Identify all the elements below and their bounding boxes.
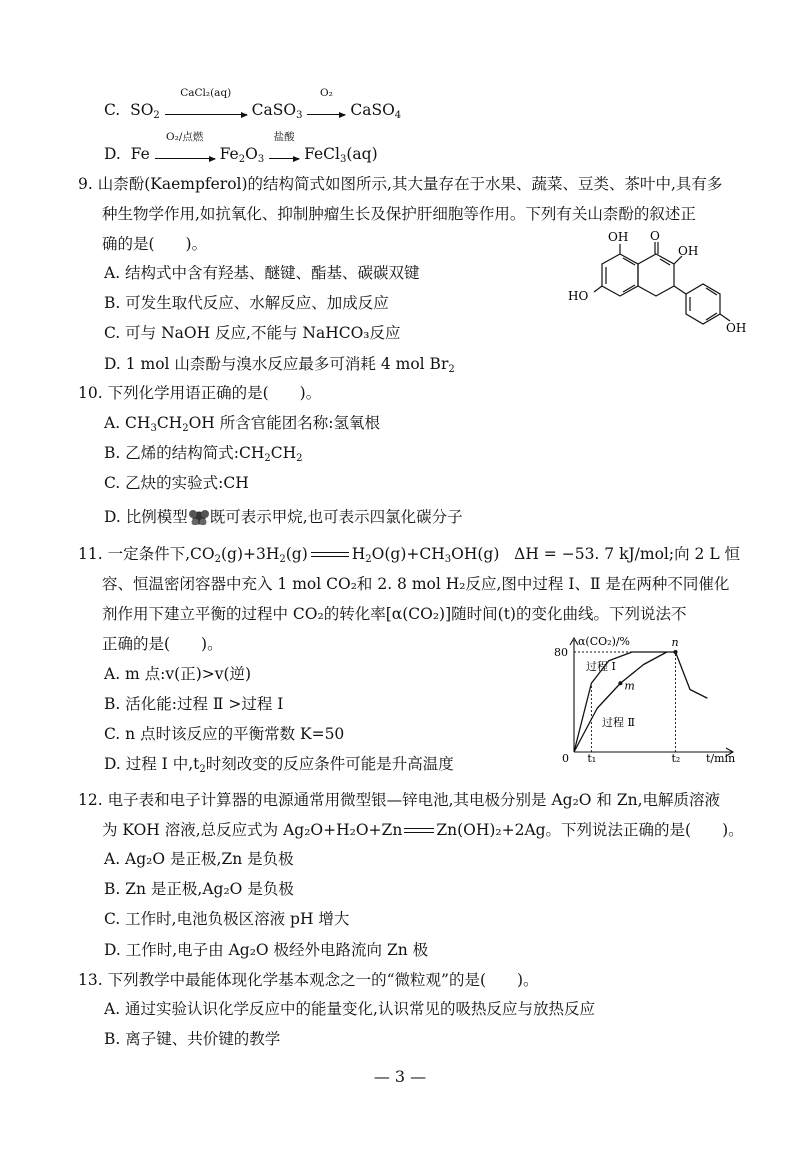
question-number: 10.: [78, 384, 103, 402]
page-number: — 3 —: [373, 1067, 427, 1086]
q12-stem-line1: [78, 790, 720, 810]
q12-stem-line2: [102, 820, 744, 840]
question-text: H: [351, 545, 366, 563]
reaction-arrow: [165, 87, 247, 120]
formula-text: Fe: [219, 145, 239, 163]
q11-stem-line2: 容、恒温密闭容器中充入 1 mol CO₂和 2. 8 mol H₂反应,图中过程 Ⅰ、Ⅱ 是在两种不同催化: [102, 575, 730, 593]
chart-labels-group: [554, 635, 735, 764]
point-m: [618, 681, 622, 685]
q9-stem-line3: 确的是( )。: [102, 235, 208, 253]
point-label-m: m: [624, 679, 635, 693]
formula-text: (aq): [346, 145, 378, 163]
reaction-arrow: [269, 131, 299, 164]
q9-stem-line2: 种生物学作用,如抗氧化、抑制肿瘤生长及保护肝细胞等作用。下列有关山柰酚的叙述正: [102, 205, 696, 223]
equals-sign: [404, 827, 434, 835]
question-text: 山柰酚(Kaempferol)的结构简式如图所示,其大量存在于水果、蔬菜、豆类、茶叶中,具有多: [97, 175, 723, 193]
question-text: 下列化学用语正确的是( )。: [107, 384, 322, 402]
y-tick-label: 80: [554, 646, 568, 659]
arrow-condition: 盐酸: [273, 131, 295, 143]
arrow-condition: O₂: [320, 87, 333, 99]
question-text: (g): [285, 545, 308, 563]
formula-text: CaSO: [350, 101, 395, 119]
option-text: D. 比例模型: [104, 508, 188, 526]
question-text: 为 KOH 溶液,总反应式为 Ag₂O+H₂O+Zn: [102, 821, 403, 839]
q11-option-a: A. m 点:v(正)>v(逆): [104, 665, 252, 683]
option-text: CH: [270, 444, 297, 462]
formula-text: SO: [130, 101, 154, 119]
q12-option-d: D. 工作时,电子由 Ag₂O 极经外电路流向 Zn 极: [104, 941, 429, 959]
q9-option-b: B. 可发生取代反应、水解反应、加成反应: [104, 294, 389, 312]
q10-option-b: B. 乙烯的结构简式$:CH_2CH_2$: [104, 444, 303, 464]
formula-text: O: [245, 145, 258, 163]
q12-option-a: A. Ag₂O 是正极,Zn 是负极: [104, 850, 294, 868]
oh-label-top: OH: [608, 230, 629, 244]
oh-label-far: OH: [726, 321, 747, 335]
q11-stem-line4: 正确的是( )。: [102, 635, 223, 653]
ho-label-left: HO: [568, 289, 589, 303]
o-label-top: O: [650, 229, 660, 243]
question-number: 9.: [78, 175, 93, 193]
option-text: D. 1 mol 山柰酚与溴水反应最多可消耗 4 mol Br: [104, 355, 449, 373]
question-text: Zn(OH)₂+2Ag。下列说法正确的是( )。: [436, 821, 744, 839]
q9-option-c: C. 可与 NaOH 反应,不能与 NaHCO₃反应: [104, 324, 401, 342]
x-axis-label: t/min: [706, 752, 736, 764]
series-label-process-2: 过程 Ⅱ: [602, 716, 635, 729]
q13-option-b: B. 离子键、共价键的教学: [104, 1030, 281, 1048]
question-number: 12.: [78, 791, 103, 809]
option-text: 既可表示甲烷,也可表示四氯化碳分子: [209, 508, 463, 526]
option-text: D. 过程 Ⅰ 中,t: [104, 755, 200, 773]
question-text: O(g)+CH: [371, 545, 445, 563]
subscript: 3: [257, 154, 265, 165]
point-label-n: n: [671, 636, 679, 649]
option-text: A. CH: [104, 414, 151, 432]
q10-option-d: [104, 507, 463, 527]
q11-stem-line1: 11. 一定条件下$,CO_2(g)+3H_2(g)$ $H_2O(g)+CH_3OH(g)$ ΔH = −53. 7 kJ/mol;向 2 L 恒: [78, 545, 741, 565]
question-text: 电子表和电子计算器的电源通常用微型银—锌电池,其电极分别是 Ag₂O 和 Zn,电解质溶液: [107, 791, 721, 809]
question-number: 11.: [78, 545, 103, 563]
subscript: 4: [394, 110, 402, 121]
kaempferol-structure-diagram: [560, 228, 750, 340]
x-tick-t2: t₂: [671, 752, 681, 764]
equilibrium-arrow: [311, 550, 349, 560]
subscript: 2: [153, 110, 160, 121]
question-text: OH(g): [451, 545, 500, 563]
arrow-condition: O₂/点燃: [166, 131, 204, 143]
formula-text: CaSO: [251, 101, 297, 119]
series-label-process-1: 过程 Ⅰ: [586, 660, 616, 673]
q10-option-c: C. 乙炔的实验式:CH: [104, 474, 249, 492]
origin-label: 0: [562, 752, 569, 764]
subscript: 3: [339, 154, 347, 165]
q11-stem-line3: 剂作用下建立平衡的过程中 CO₂的转化率[α(CO₂)]随时间(t)的变化曲线。下列说法不: [102, 605, 687, 623]
subscript: 2: [448, 364, 455, 375]
question-text: 一定条件下,CO: [107, 545, 215, 563]
subscript: 2: [238, 154, 246, 165]
oh-label-right: OH: [678, 244, 699, 258]
q8-option-d: [104, 131, 378, 165]
q10-stem: [78, 383, 321, 403]
question-text: (g)+3H: [220, 545, 280, 563]
q13-option-a: A. 通过实验认识化学反应中的能量变化,认识常见的吸热反应与放热反应: [104, 1000, 595, 1018]
q9-stem-line1: [78, 174, 722, 194]
q11-option-c: C. n 点时该反应的平衡常数 K=50: [104, 725, 345, 743]
reaction-arrow: [155, 131, 215, 164]
q11-conversion-chart: [548, 630, 738, 764]
formula-text: Fe: [130, 145, 150, 163]
arrow-condition: CaCl₂(aq): [180, 87, 232, 99]
q8-option-c: [104, 87, 402, 121]
option-text: OH 所含官能团名称:氢氧根: [188, 414, 380, 432]
point-n: [674, 650, 678, 654]
option-letter: C.: [104, 101, 121, 119]
y-axis-label: α(CO₂)/%: [578, 635, 631, 648]
subscript: 3: [296, 110, 303, 121]
q13-stem: [78, 970, 539, 990]
q10-option-a: A. $CH_3CH_2OH$ 所含官能团名称:氢氧根: [104, 414, 380, 434]
q9-option-d: [104, 354, 455, 374]
chart-axes: [570, 638, 733, 756]
option-text: B. 乙烯的结构简式:CH: [104, 444, 265, 462]
option-text: 时刻改变的反应条件可能是升高温度: [205, 755, 454, 773]
formula-text: FeCl: [304, 145, 340, 163]
question-number: 13.: [78, 971, 103, 989]
question-text: 下列教学中最能体现化学基本观念之一的“微粒观”的是( )。: [107, 971, 539, 989]
reaction-arrow: [307, 87, 345, 120]
q11-option-b: B. 活化能:过程 Ⅱ >过程 Ⅰ: [104, 695, 284, 713]
subscript: 2: [199, 764, 206, 775]
q9-option-a: A. 结构式中含有羟基、醚键、酯基、碳碳双键: [104, 264, 420, 282]
q12-option-b: B. Zn 是正极,Ag₂O 是负极: [104, 880, 294, 898]
q11-option-d: [104, 754, 454, 774]
option-letter: D.: [104, 145, 121, 163]
space-filling-model-icon: [188, 509, 210, 525]
q12-option-c: C. 工作时,电池负极区溶液 pH 增大: [104, 910, 350, 928]
x-tick-t1: t₁: [587, 752, 597, 764]
option-text: CH: [156, 414, 183, 432]
question-text: ΔH = −53. 7 kJ/mol;向 2 L 恒: [514, 545, 741, 563]
